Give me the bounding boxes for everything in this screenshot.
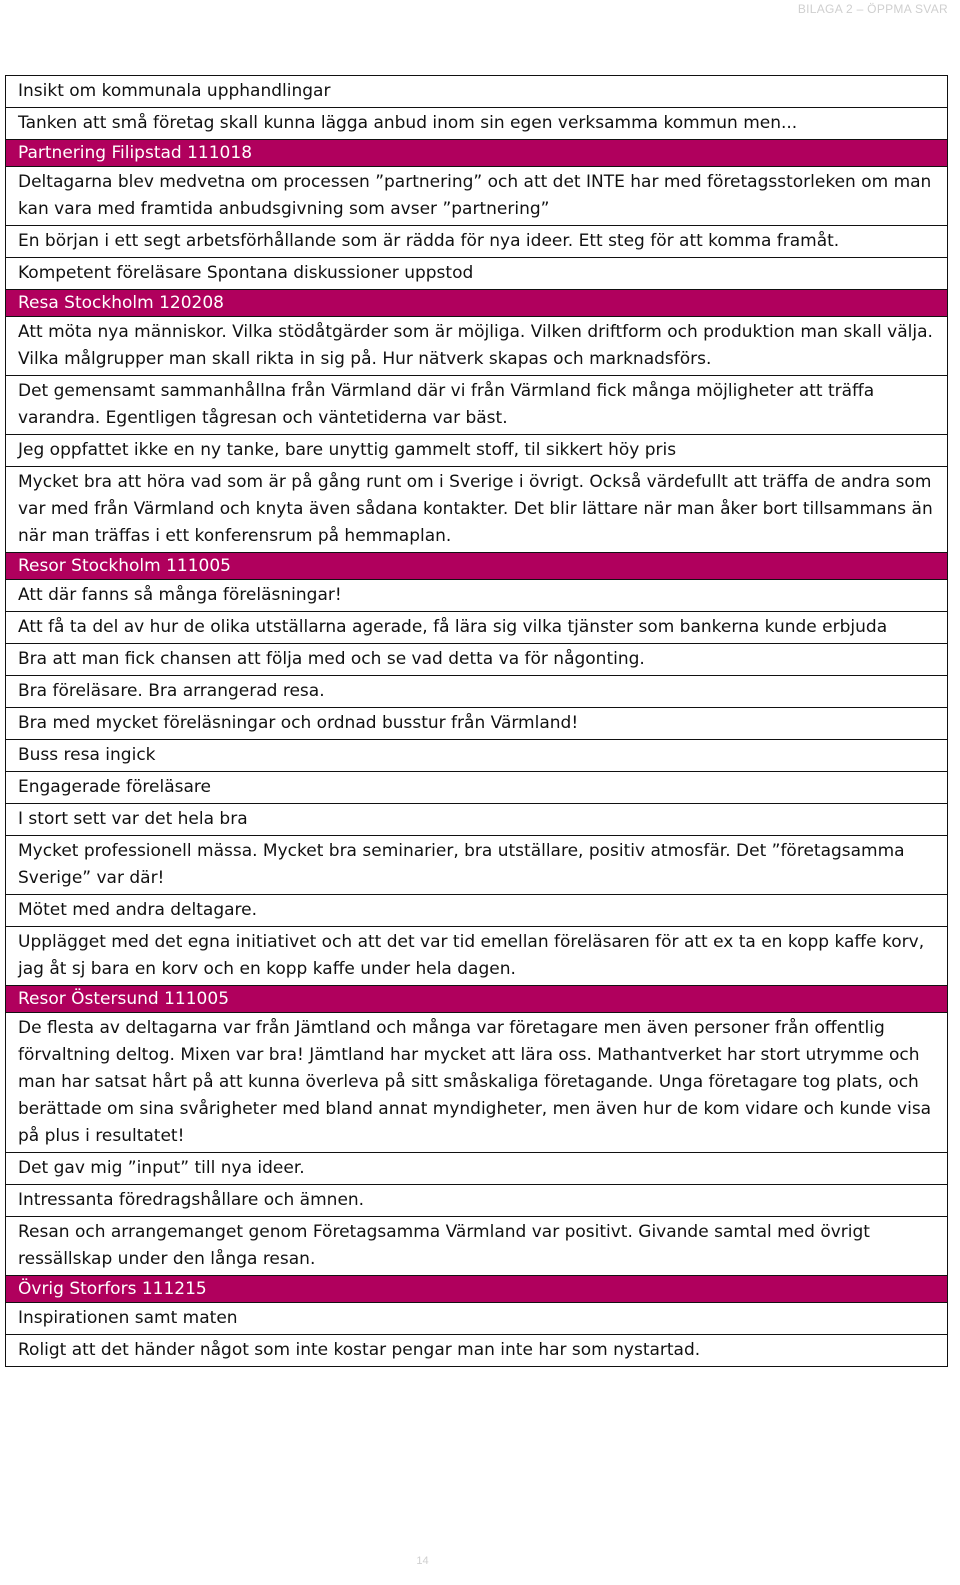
- response-text: Tanken att små företag skall kunna lägga anbud inom sin egen verksamma kommun men...: [6, 108, 948, 140]
- response-text: Inspirationen samt maten: [6, 1303, 948, 1335]
- response-row: [6, 644, 948, 676]
- response-row: [6, 1013, 948, 1153]
- response-row: [6, 772, 948, 804]
- response-text: Mycket professionell mässa. Mycket bra seminarier, bra utställare, positiv atmosfär. Det ”företagsamma Sverige” var där!: [6, 836, 948, 895]
- response-row: [6, 580, 948, 612]
- response-text: Bra föreläsare. Bra arrangerad resa.: [6, 676, 948, 708]
- response-row: [6, 1303, 948, 1335]
- section-title: Resor Stockholm 111005: [6, 553, 948, 580]
- page-header: BILAGA 2 – ÖPPMA SVAR: [797, 2, 948, 16]
- response-row: [6, 317, 948, 376]
- section-title: Resa Stockholm 120208: [6, 290, 948, 317]
- response-text: Mötet med andra deltagare.: [6, 895, 948, 927]
- response-row: [6, 258, 948, 290]
- responses-table: [5, 75, 948, 1367]
- response-text: Engagerade föreläsare: [6, 772, 948, 804]
- section-title: Partnering Filipstad 111018: [6, 140, 948, 167]
- response-text: En början i ett segt arbetsförhållande som är rädda för nya ideer. Ett steg för att komma framåt.: [6, 226, 948, 258]
- responses-table-body: [6, 76, 948, 1367]
- response-text: Roligt att det händer något som inte kostar pengar man inte har som nystartad.: [6, 1335, 948, 1367]
- section-title: Resor Östersund 111005: [6, 986, 948, 1013]
- section-header-row: [6, 290, 948, 317]
- response-row: [6, 1185, 948, 1217]
- response-row: [6, 167, 948, 226]
- response-row: [6, 1217, 948, 1276]
- response-text: Bra att man fick chansen att följa med och se vad detta va för någonting.: [6, 644, 948, 676]
- response-row: [6, 376, 948, 435]
- response-text: Deltagarna blev medvetna om processen ”partnering” och att det INTE har med företagsstorleken om man kan vara med framtida anbudsgivning som avser ”partnering”: [6, 167, 948, 226]
- section-header-row: [6, 1276, 948, 1303]
- response-row: [6, 612, 948, 644]
- response-text: Det gav mig ”input” till nya ideer.: [6, 1153, 948, 1185]
- response-text: Jeg oppfattet ikke en ny tanke, bare unyttig gammelt stoff, til sikkert höy pris: [6, 435, 948, 467]
- response-row: [6, 804, 948, 836]
- response-row: [6, 1153, 948, 1185]
- response-text: I stort sett var det hela bra: [6, 804, 948, 836]
- response-row: [6, 708, 948, 740]
- page-number: 14: [416, 1555, 429, 1567]
- response-row: [6, 740, 948, 772]
- response-text: Det gemensamt sammanhållna från Värmland där vi från Värmland fick många möjligheter att träffa varandra. Egentligen tågresan och väntetiderna var bäst.: [6, 376, 948, 435]
- response-text: Mycket bra att höra vad som är på gång runt om i Sverige i övrigt. Också värdefullt att träffa de andra som var med från Värmland och knyta även sådana kontakter. Det blir lättare när man åker bort tillsammans än när man träffas i ett konferensrum på hemmaplan.: [6, 467, 948, 553]
- response-row: [6, 108, 948, 140]
- section-title: Övrig Storfors 111215: [6, 1276, 948, 1303]
- response-row: [6, 226, 948, 258]
- response-row: [6, 435, 948, 467]
- response-text: Insikt om kommunala upphandlingar: [6, 76, 948, 108]
- response-row: [6, 467, 948, 553]
- response-row: [6, 1335, 948, 1367]
- response-text: Att få ta del av hur de olika utställarna agerade, få lära sig vilka tjänster som bankerna kunde erbjuda: [6, 612, 948, 644]
- response-text: Buss resa ingick: [6, 740, 948, 772]
- response-text: Resan och arrangemanget genom Företagsamma Värmland var positivt. Givande samtal med övrigt ressällskap under den långa resan.: [6, 1217, 948, 1276]
- response-text: Intressanta föredragshållare och ämnen.: [6, 1185, 948, 1217]
- response-row: [6, 676, 948, 708]
- section-header-row: [6, 553, 948, 580]
- section-header-row: [6, 986, 948, 1013]
- section-header-row: [6, 140, 948, 167]
- response-text: Upplägget med det egna initiativet och att det var tid emellan föreläsaren för att ex ta en kopp kaffe korv, jag åt sj bara en korv och en kopp kaffe under hela dagen.: [6, 927, 948, 986]
- response-text: Bra med mycket föreläsningar och ordnad busstur från Värmland!: [6, 708, 948, 740]
- response-row: [6, 836, 948, 895]
- response-text: Att där fanns så många föreläsningar!: [6, 580, 948, 612]
- response-text: De flesta av deltagarna var från Jämtland och många var företagare men även personer från offentlig förvaltning deltog. Mixen var bra! Jämtland har mycket att lära oss. Mathantverket har stort utrymme och man har satsat hårt på att kunna överleva på sitt småskaliga företagande. Unga företagare tog plats, och berättade om sina svårigheter med bland annat myndigheter, men även hur de kom vidare och kunde visa på plus i resultatet!: [6, 1013, 948, 1153]
- response-text: Att möta nya människor. Vilka stödåtgärder som är möjliga. Vilken driftform och produktion man skall välja. Vilka målgrupper man skall rikta in sig på. Hur nätverk skapas och marknadsförs.: [6, 317, 948, 376]
- response-row: [6, 895, 948, 927]
- response-row: [6, 927, 948, 986]
- response-text: Kompetent föreläsare Spontana diskussioner uppstod: [6, 258, 948, 290]
- response-row: [6, 76, 948, 108]
